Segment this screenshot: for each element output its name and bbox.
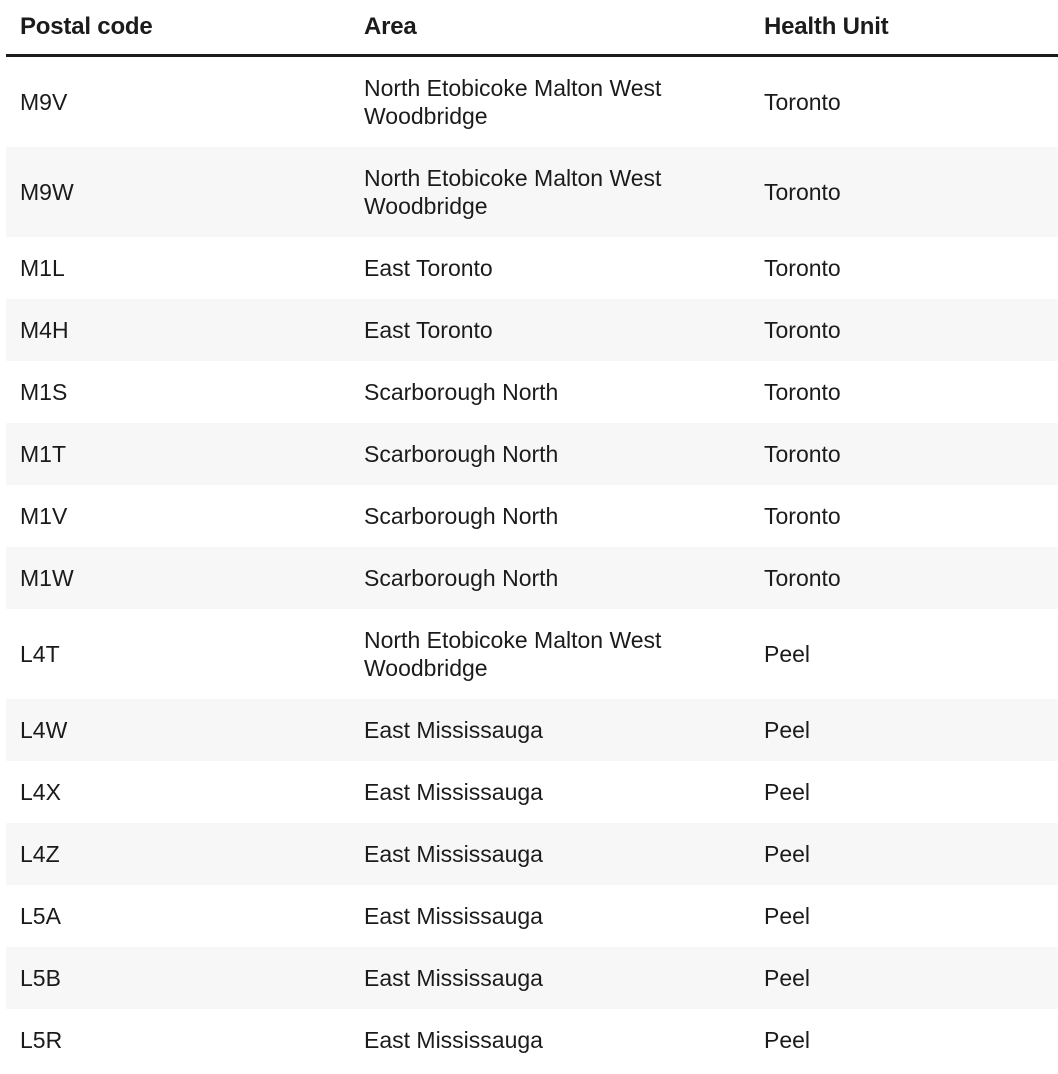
area-cell: East Mississauga [364, 1027, 543, 1053]
postal-code-table-container [6, 0, 1058, 1071]
table-row [6, 237, 1058, 299]
health-unit-cell: Peel [764, 779, 811, 805]
health-unit-cell: Toronto [764, 88, 841, 115]
health-unit-cell: Toronto [764, 255, 841, 281]
area-cell: East Mississauga [364, 717, 543, 743]
health-unit-cell: Toronto [764, 565, 841, 591]
health-unit-cell: Peel [764, 903, 811, 929]
postal-code-cell: L5A [20, 903, 61, 929]
table-row [6, 423, 1058, 485]
table-row [6, 299, 1058, 361]
area-cell: North Etobicoke Malton West Woodbridge [364, 165, 662, 219]
postal-code-cell: L4X [20, 779, 61, 805]
area-cell: East Mississauga [364, 965, 543, 991]
health-unit-cell: Toronto [764, 379, 841, 405]
area-cell: East Mississauga [364, 841, 543, 867]
postal-code-cell: L5R [20, 1027, 63, 1053]
area-cell: Scarborough North [364, 503, 559, 529]
area-cell: East Mississauga [364, 779, 543, 805]
postal-code-cell: M1S [20, 379, 68, 405]
health-unit-cell: Toronto [764, 179, 841, 205]
table-row [6, 885, 1058, 947]
health-unit-cell: Peel [764, 965, 811, 991]
health-unit-cell: Peel [764, 641, 811, 667]
health-unit-cell: Peel [764, 717, 811, 743]
postal-code-cell: M4H [20, 317, 69, 343]
table-row [6, 485, 1058, 547]
postal-code-cell: L5B [20, 965, 61, 991]
area-cell: Scarborough North [364, 565, 559, 591]
header-row [6, 0, 1058, 55]
area-cell: East Mississauga [364, 903, 543, 929]
table-header [6, 0, 1058, 55]
table-row [6, 547, 1058, 609]
postal-code-cell: L4T [20, 641, 60, 667]
table-row [6, 1009, 1058, 1071]
postal-code-cell: M1T [20, 441, 66, 467]
health-unit-cell: Toronto [764, 317, 841, 343]
health-unit-cell: Peel [764, 1027, 811, 1053]
table-row [6, 823, 1058, 885]
postal-code-cell: M1L [20, 255, 65, 281]
postal-code-cell: M9V [20, 88, 68, 115]
table-row [6, 361, 1058, 423]
health-unit-cell: Toronto [764, 503, 841, 529]
postal-code-cell: L4Z [20, 841, 60, 867]
area-cell: Scarborough North [364, 379, 559, 405]
column-header-postal-code: Postal code [6, 0, 350, 55]
table-row [6, 609, 1058, 699]
table-row [6, 947, 1058, 1009]
health-unit-cell: Toronto [764, 441, 841, 467]
column-header-health-unit: Health Unit [750, 0, 1058, 55]
table-row [6, 55, 1058, 147]
postal-code-table [6, 0, 1058, 1071]
area-cell: Scarborough North [364, 441, 559, 467]
postal-code-cell: M9W [20, 179, 74, 205]
column-header-area: Area [350, 0, 750, 55]
table-row [6, 147, 1058, 237]
health-unit-cell: Peel [764, 841, 811, 867]
area-cell: East Toronto [364, 255, 493, 281]
area-cell: East Toronto [364, 317, 493, 343]
postal-code-cell: M1W [20, 565, 74, 591]
postal-code-cell: M1V [20, 503, 68, 529]
table-row [6, 699, 1058, 761]
area-cell: North Etobicoke Malton West Woodbridge [364, 74, 662, 129]
table-row [6, 761, 1058, 823]
area-cell: North Etobicoke Malton West Woodbridge [364, 627, 662, 681]
postal-code-cell: L4W [20, 717, 68, 743]
table-body [6, 55, 1058, 1071]
